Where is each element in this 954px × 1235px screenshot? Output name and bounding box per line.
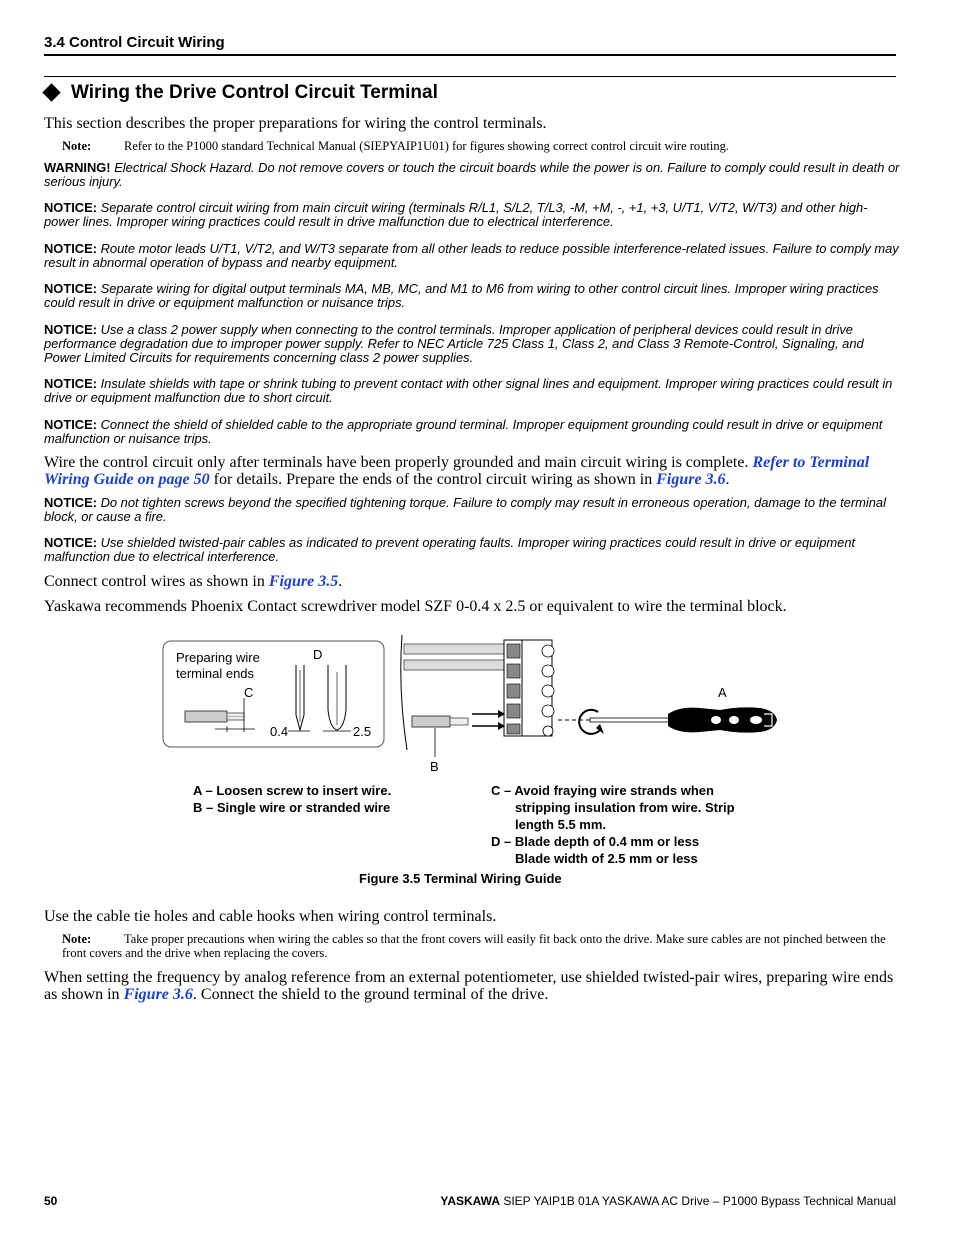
screwdriver-icon: [558, 707, 777, 734]
terminal-wiring-guide-link[interactable]: Refer to Terminal Wiring Guide on page 50: [44, 454, 870, 488]
wire-paragraph: Wire the control circuit only after terminals have been properly grounded and main circuit wiring is complete. Refer to Terminal Wiring Guide on page 50 for details. Prepare the ends of the control circuit wiring as shown in Figure 3.6.: [44, 454, 870, 488]
intro-paragraph: This section describes the proper preparations for wiring the control terminals.: [44, 115, 547, 132]
blade-front-icon: [328, 665, 346, 730]
connect-paragraph: Connect control wires as shown in Figure 3.5.: [44, 573, 343, 590]
caption-left: [193, 782, 391, 816]
caption-c-line-3: length 5.5 mm.: [515, 817, 607, 832]
header-rule: [44, 54, 896, 56]
diamond-bullet-icon: [42, 83, 60, 101]
single-wire-icon: [412, 710, 505, 757]
caption-c-line-2: stripping insulation from wire. Strip: [515, 800, 735, 815]
label-d: D: [313, 647, 323, 662]
notice-block: NOTICE: Use a class 2 power supply when connecting to the control terminals. Improper application of peripheral devices could result in drive performance degradation due to improper power supply. Refer to NEC Article 725 Class 1, Class 2, and Class 3 Remote-Control, Signaling, and Power Limited Circuits for requirements concerning class 2 power supplies.: [44, 322, 864, 365]
notice-block: NOTICE: Route motor leads U/T1, V/T2, and W/T3 separate from all other leads to reduce possible interference-related issues. Failure to comply may result in abnormal operation of bypass and nearby equipment.: [44, 241, 899, 270]
notice-block: NOTICE: Separate control circuit wiring from main circuit wiring (terminals R/L1, S/L2, T/L3, -M, +M, -, +1, +3, U/T1, V/T2, W/T3) and other high-power lines. Improper wiring practices could result in drive malfunction due to electrical interference.: [44, 200, 868, 229]
inset-title-line-2: terminal ends: [176, 666, 255, 681]
notice-block: NOTICE: Separate wiring for digital output terminals MA, MB, MC, and M1 to M6 from wiring to other control circuit lines. Improper wiring practices could result in drive or equipment malfunction or nuisance trips.: [44, 281, 879, 310]
notice-block: NOTICE: Insulate shields with tape or shrink tubing to prevent contact with other signal lines and equipment. Improper wiring practices could result in drive or equipment malfunction due to short circuit.: [44, 376, 893, 405]
note-2: Note: Take proper precautions when wiring the cables so that the front covers will easily fit back onto the drive. Make sure cables are not pinched between the front covers and the drive when replacing the covers.: [62, 932, 886, 960]
notice-block: NOTICE: Do not tighten screws beyond the specified tightening torque. Failure to comply may result in erroneous operation, damage to the terminal block, or cause a fire.: [44, 495, 886, 524]
caption-d-line-1: D – Blade depth of 0.4 mm or less: [491, 834, 700, 849]
label-b: B: [430, 759, 439, 774]
note-1: Note: Refer to the P1000 standard Technical Manual (SIEPYAIP1U01) for figures showing correct control circuit wire routing.: [62, 139, 729, 153]
cable-paragraph: Use the cable tie holes and cable hooks when wiring control terminals.: [44, 908, 497, 925]
heading-rule: [44, 76, 896, 77]
section-header: 3.4 Control Circuit Wiring: [44, 34, 225, 51]
label-a: A: [718, 685, 727, 700]
figure-caption: Figure 3.5 Terminal Wiring Guide: [359, 871, 562, 886]
warning-block: WARNING! Electrical Shock Hazard. Do not remove covers or touch the circuit boards while the power is on. Failure to comply could result in death or serious injury.: [44, 160, 900, 189]
caption-b: B – Single wire or stranded wire: [193, 800, 391, 815]
yaskawa-paragraph: Yaskawa recommends Phoenix Contact screwdriver model SZF 0-0.4 x 2.5 or equivalent to wire the terminal block.: [44, 598, 787, 615]
dim-depth: 0.4: [270, 724, 289, 739]
figure-3-6-link[interactable]: Figure 3.6: [123, 986, 193, 1003]
caption-a: A – Loosen screw to insert wire.: [193, 783, 392, 798]
terminal-wiring-figure: [160, 630, 790, 775]
caption-d-line-2: Blade width of 2.5 mm or less: [515, 851, 698, 866]
section-heading: [42, 82, 438, 104]
caption-right: [491, 782, 735, 867]
frequency-paragraph: When setting the frequency by analog reference from an external potentiometer, use shielded twisted-pair wires, preparing wire ends as shown in Figure 3.6. Connect the shield to the ground terminal of the drive.: [44, 969, 894, 1003]
figure-3-5-link[interactable]: Figure 3.5: [268, 573, 339, 590]
blade-side-icon: [296, 665, 304, 730]
notice-block: NOTICE: Use shielded twisted-pair cables as indicated to prevent operating faults. Improper wiring practices could result in drive or equipment malfunction due to electrical interference.: [44, 535, 856, 564]
dim-width: 2.5: [353, 724, 372, 739]
footer-manual-title: SIEP YAIP1B 01A YASKAWA AC Drive – P1000 Bypass Technical Manual: [500, 1194, 896, 1208]
terminal-block-icon: [401, 635, 554, 750]
footer-brand: YASKAWA: [440, 1194, 500, 1208]
caption-c-line-1: C – Avoid fraying wire strands when: [491, 783, 714, 798]
label-c: C: [244, 685, 254, 700]
page-number: 50: [44, 1194, 58, 1208]
heading-text: Wiring the Drive Control Circuit Terminal: [71, 82, 438, 103]
figure-3-6-link[interactable]: Figure 3.6: [656, 471, 726, 488]
footer-text: [440, 1194, 896, 1208]
notice-block: NOTICE: Connect the shield of shielded cable to the appropriate ground terminal. Improper equipment grounding could result in drive or equipment malfunction or nuisance trips.: [44, 417, 883, 446]
inset-title-line-1: Preparing wire: [176, 650, 260, 665]
